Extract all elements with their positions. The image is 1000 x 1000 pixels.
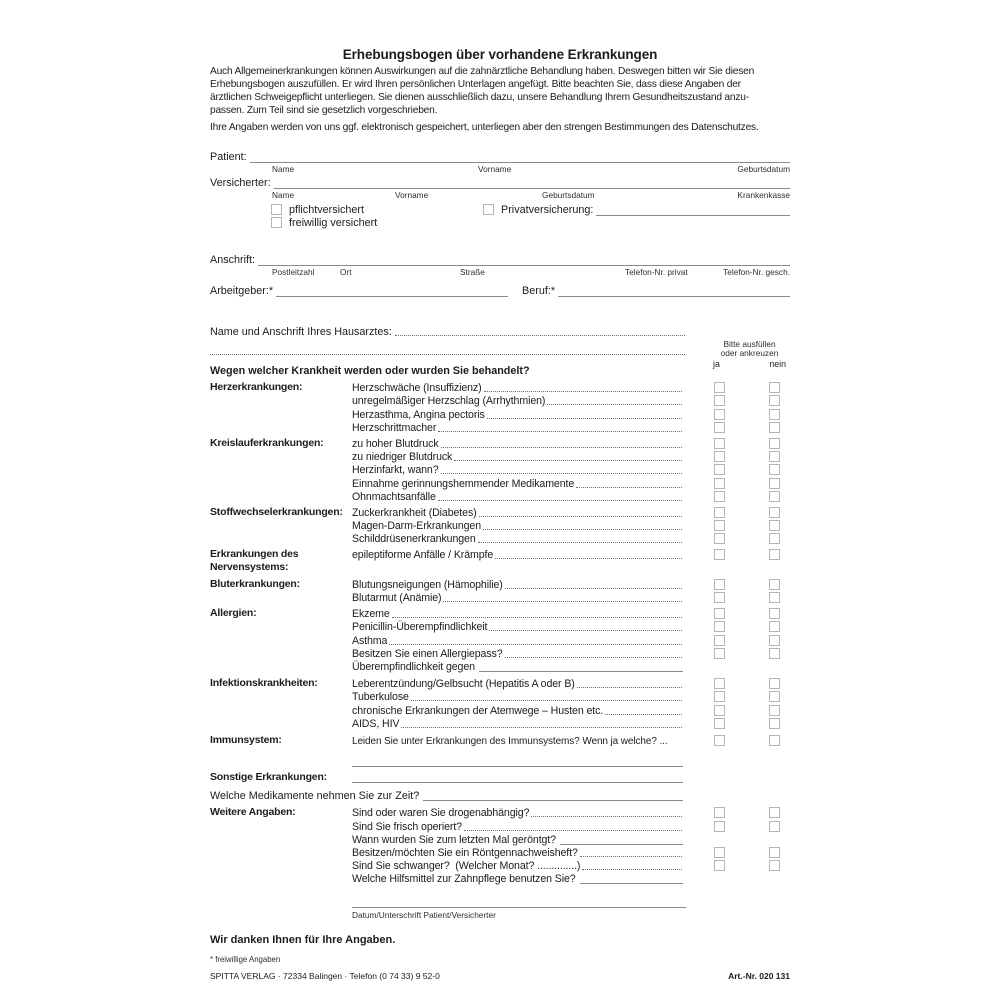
medication-question-label: Welche Medikamente nehmen Sie zur Zeit?	[210, 790, 420, 803]
question-cell	[352, 491, 683, 503]
question-cell	[352, 409, 683, 421]
question-text: Penicillin-Überempfindlichkeit	[352, 621, 488, 634]
checkbox-nein[interactable]	[769, 678, 780, 689]
sublabel-ort: Ort	[340, 267, 352, 277]
question-cell	[352, 821, 683, 833]
question-row	[352, 734, 790, 747]
footer-row	[210, 971, 790, 981]
form-section	[210, 381, 790, 434]
question-text: Sind Sie schwanger? (Welcher Monat? ..............)	[352, 860, 581, 873]
question-row	[352, 548, 790, 561]
dotted-leader	[483, 529, 682, 530]
ja-column-label: ja	[713, 359, 720, 369]
form-section	[210, 506, 790, 546]
question-row	[352, 690, 790, 703]
section-items	[352, 734, 790, 768]
question-cell	[352, 756, 683, 768]
question-text: Sind oder waren Sie drogenabhängig?	[352, 807, 530, 820]
checkbox-nein[interactable]	[769, 807, 780, 818]
intro-line: ärztlichen Schweigepflicht unterliegen. Sie dienen ausschließlich dazu, unsere Behandlung Ihrem Gesundheitszustand anzu-	[210, 92, 749, 103]
question-text: Asthma	[352, 634, 388, 647]
question-text: zu hoher Blutdruck	[352, 437, 439, 450]
question-cell	[352, 705, 683, 717]
question-text: Besitzen/möchten Sie ein Röntgennachweisheft?	[352, 847, 578, 860]
question-row	[352, 771, 790, 784]
checkbox-ja[interactable]	[714, 520, 725, 531]
form-page	[210, 0, 790, 981]
question-cell	[352, 520, 683, 532]
question-text: Tuberkulose	[352, 691, 409, 704]
checkbox-nein[interactable]	[769, 705, 780, 716]
checkbox-ja[interactable]	[714, 735, 725, 746]
signature-block	[352, 897, 686, 920]
question-text: Leiden Sie unter Erkrankungen des Immunsystems? Wenn ja welche? ...	[352, 735, 668, 747]
question-cell	[352, 772, 683, 784]
privatversicherung-label: Privatversicherung:	[501, 203, 594, 216]
dotted-leader	[478, 542, 682, 543]
checkbox-ja[interactable]	[714, 579, 725, 590]
checkbox-nein[interactable]	[769, 533, 780, 544]
checkbox-ja[interactable]	[714, 507, 725, 518]
question-text: Zuckerkrankheit (Diabetes)	[352, 506, 477, 519]
question-cell	[352, 382, 683, 394]
checkbox-ja[interactable]	[714, 451, 725, 462]
publisher-text: SPITTA VERLAG · 72334 Balingen · Telefon (0 74 33) 9 52-0	[210, 971, 440, 982]
question-row	[352, 872, 790, 885]
hausarzt-row-2	[210, 343, 685, 356]
checkbox-nein[interactable]	[769, 621, 780, 632]
insured-label: Versicherter:	[210, 177, 271, 189]
category-label: Erkrankungen des Nervensystems:	[210, 548, 299, 574]
category-label: Bluterkrankungen:	[210, 577, 300, 590]
dotted-leader	[547, 404, 682, 405]
question-cell	[352, 736, 683, 747]
checkbox-nein[interactable]	[769, 478, 780, 489]
sublabel-krankenkasse: Krankenkasse	[737, 190, 790, 200]
question-row	[352, 833, 790, 846]
category-label: Allergien:	[210, 607, 257, 620]
question-text: Herzschwäche (Insuffizienz)	[352, 382, 482, 395]
question-text: Ekzeme	[352, 608, 390, 621]
more-info-grid	[210, 806, 790, 885]
question-row	[352, 463, 790, 476]
dotted-leader[interactable]	[395, 335, 685, 336]
question-text: Herzschrittmacher	[352, 421, 437, 434]
dotted-leader	[580, 856, 682, 857]
dotted-leader[interactable]	[210, 343, 685, 355]
sublabel-geburtsdatum: Geburtsdatum	[542, 190, 595, 200]
footnote-text: * freiwillige Angaben	[210, 955, 281, 965]
question-text: Welche Hilfsmittel zur Zahnpflege benutzen Sie?	[352, 873, 576, 886]
form-section	[210, 734, 790, 768]
category-label: Weitere Angaben:	[210, 806, 296, 819]
question-text: Wann wurden Sie zum letzten Mal geröntgt?	[352, 833, 556, 846]
form-section	[210, 607, 790, 673]
address-write-in-line[interactable]	[258, 252, 790, 266]
intro-line: Erhebungsbogen auszufüllen. Er wird Ihren persönlichen Unterlagen angefügt. Bitte beachten Sie, dass diese Angaben der	[210, 79, 741, 90]
pflichtversichert-label: pflichtversichert	[289, 203, 365, 216]
question-row	[352, 660, 790, 673]
checkbox-ja[interactable]	[714, 691, 725, 702]
checkbox-nein[interactable]	[769, 635, 780, 646]
medication-write-in-line[interactable]	[423, 789, 683, 801]
address-row	[210, 253, 790, 266]
write-in-line[interactable]	[352, 756, 683, 767]
section-items	[352, 771, 790, 784]
medication-row	[210, 788, 683, 802]
sublabel-postleitzahl: Postleitzahl	[272, 267, 315, 277]
question-cell	[352, 451, 683, 463]
profession-label: Beruf:*	[522, 285, 556, 297]
category-label: Infektionskrankheiten:	[210, 676, 318, 689]
question-row	[352, 578, 790, 591]
question-cell	[352, 678, 683, 690]
form-section	[210, 437, 790, 503]
question-text: Besitzen Sie einen Allergiepass?	[352, 647, 503, 660]
category-label: Immunsystem:	[210, 733, 282, 746]
question-row	[352, 607, 790, 620]
sublabel-vorname: Vorname	[395, 190, 429, 200]
profession-write-in-line[interactable]	[558, 283, 790, 297]
write-in-line[interactable]	[352, 772, 683, 783]
dotted-leader	[505, 588, 682, 589]
question-text: zu niedriger Blutdruck	[352, 451, 453, 464]
checkbox-nein[interactable]	[769, 422, 780, 433]
privatversicherung-checkbox[interactable]	[483, 204, 494, 215]
checkbox-ja[interactable]	[714, 491, 725, 502]
checkbox-nein[interactable]	[769, 691, 780, 702]
hausarzt-label: Name und Anschrift Ihres Hausarztes:	[210, 326, 392, 338]
question-cell	[352, 533, 683, 545]
checkbox-ja[interactable]	[714, 478, 725, 489]
question-row	[352, 755, 790, 768]
signature-line[interactable]	[352, 897, 686, 908]
question-text: Blutarmut (Anämie)	[352, 592, 442, 605]
insured-write-in-line[interactable]	[274, 175, 790, 189]
question-cell	[352, 478, 683, 490]
checkbox-nein[interactable]	[769, 847, 780, 858]
question-cell	[352, 422, 683, 434]
question-text: Einnahme gerinnungshemmender Medikamente	[352, 477, 575, 490]
question-row	[352, 450, 790, 463]
checkbox-nein[interactable]	[769, 409, 780, 420]
form-section	[210, 578, 790, 604]
question-row	[352, 819, 790, 832]
checkbox-ja[interactable]	[714, 807, 725, 818]
checkbox-ja[interactable]	[714, 678, 725, 689]
option-privatversicherung	[483, 203, 790, 216]
answer-key	[713, 340, 786, 369]
question-row	[352, 591, 790, 604]
question-text: chronische Erkrankungen der Atemwege – Husten etc.	[352, 704, 604, 717]
hausarzt-row	[210, 325, 685, 338]
question-cell	[352, 635, 683, 647]
answer-key-line2: oder ankreuzen	[720, 348, 779, 358]
checkbox-nein[interactable]	[769, 821, 780, 832]
intro-paragraph	[210, 65, 790, 117]
privacy-note: Ihre Angaben werden von uns ggf. elektronisch gespeichert, unterliegen aber den strengen Bestimmungen des Datenschutzes.	[210, 122, 759, 133]
question-text: Blutungsneigungen (Hämophilie)	[352, 578, 503, 591]
checkbox-nein[interactable]	[769, 718, 780, 729]
question-row	[352, 394, 790, 407]
dotted-leader	[489, 630, 682, 631]
nein-column-label: nein	[769, 359, 786, 369]
dotted-leader	[441, 473, 682, 474]
checkbox-ja[interactable]	[714, 635, 725, 646]
dotted-leader	[401, 727, 682, 728]
checkbox-ja[interactable]	[714, 648, 725, 659]
sublabel-name: Name	[272, 164, 295, 174]
dotted-leader	[605, 714, 682, 715]
checkbox-ja[interactable]	[714, 705, 725, 716]
category-label: Kreislauferkrankungen:	[210, 436, 324, 449]
question-row	[352, 846, 790, 859]
form-section	[210, 771, 790, 784]
write-in-line[interactable]	[580, 873, 683, 884]
section-items	[352, 381, 790, 434]
option-freiwillig-versichert	[271, 216, 790, 229]
freiwillig-versichert-checkbox[interactable]	[271, 217, 282, 228]
checkbox-ja[interactable]	[714, 464, 725, 475]
checkbox-nein[interactable]	[769, 438, 780, 449]
question-row	[352, 476, 790, 489]
checkbox-nein[interactable]	[769, 860, 780, 871]
question-row	[352, 806, 790, 819]
question-cell	[352, 847, 683, 859]
question-row	[352, 490, 790, 503]
dotted-leader	[464, 830, 682, 831]
question-cell	[352, 718, 683, 730]
answer-key-line1: Bitte ausfüllen	[723, 339, 776, 349]
question-row	[352, 703, 790, 716]
question-text: Magen-Darm-Erkrankungen	[352, 520, 481, 533]
question-row	[352, 620, 790, 633]
checkbox-ja[interactable]	[714, 821, 725, 832]
checkbox-ja[interactable]	[714, 718, 725, 729]
checkbox-nein[interactable]	[769, 491, 780, 502]
article-number: Art.-Nr. 020 131	[728, 971, 790, 982]
question-text: Sind Sie frisch operiert?	[352, 820, 462, 833]
category-label: Herzerkrankungen:	[210, 381, 303, 393]
insurance-options	[210, 203, 790, 229]
address-label: Anschrift:	[210, 254, 256, 266]
dotted-leader	[438, 500, 682, 501]
checkbox-nein[interactable]	[769, 395, 780, 406]
intro-line: Auch Allgemeinerkrankungen können Auswirkungen auf die zahnärztliche Behandlung haben. Deswegen bitten wir Sie diesen	[210, 66, 755, 77]
question-cell	[352, 691, 683, 703]
checkbox-ja[interactable]	[714, 621, 725, 632]
question-text: Überempfindlichkeit gegen	[352, 660, 475, 673]
form-section	[210, 806, 790, 885]
category-label: Sonstige Erkrankungen:	[210, 771, 327, 784]
sublabel-telefon-gesch: Telefon-Nr. gesch.	[723, 267, 790, 277]
dotted-leader	[531, 816, 682, 817]
sublabel-vorname: Vorname	[478, 164, 512, 174]
question-cell	[352, 873, 683, 885]
disease-grid	[210, 381, 790, 784]
checkbox-nein[interactable]	[769, 464, 780, 475]
dotted-leader	[582, 869, 682, 870]
dotted-leader	[443, 601, 682, 602]
checkbox-nein[interactable]	[769, 382, 780, 393]
checkbox-nein[interactable]	[769, 608, 780, 619]
address-sublabels	[210, 266, 790, 276]
freiwillig-versichert-label: freiwillig versichert	[289, 216, 378, 229]
question-cell	[352, 621, 683, 633]
pflichtversichert-checkbox[interactable]	[271, 204, 282, 215]
form-title: Erhebungsbogen über vorhandene Erkrankungen	[342, 47, 658, 62]
checkbox-nein[interactable]	[769, 507, 780, 518]
question-cell	[352, 464, 683, 476]
dotted-leader	[389, 644, 682, 645]
dotted-leader	[576, 487, 682, 488]
hausarzt-block	[210, 325, 790, 377]
question-cell	[352, 834, 683, 846]
insured-sublabels	[210, 189, 790, 199]
section-items	[352, 578, 790, 604]
question-text: AIDS, HIV	[352, 717, 400, 730]
dotted-leader	[577, 687, 682, 688]
thanks-text: Wir danken Ihnen für Ihre Angaben.	[210, 934, 396, 947]
checkbox-nein[interactable]	[769, 520, 780, 531]
signature-label: Datum/Unterschrift Patient/Versicherter	[352, 910, 496, 921]
question-cell	[352, 507, 683, 519]
question-row	[352, 633, 790, 646]
checkbox-nein[interactable]	[769, 451, 780, 462]
employer-label: Arbeitgeber:*	[210, 285, 274, 297]
question-cell	[352, 608, 683, 620]
question-cell	[352, 648, 683, 660]
question-cell	[352, 592, 683, 604]
question-cell	[352, 438, 683, 450]
question-row	[352, 437, 790, 450]
question-cell	[352, 395, 683, 407]
question-text: Leberentzündung/Gelbsucht (Hepatitis A oder B)	[352, 678, 575, 691]
checkbox-ja[interactable]	[714, 395, 725, 406]
patient-label: Patient:	[210, 151, 247, 163]
sublabel-name: Name	[272, 190, 295, 200]
checkbox-ja[interactable]	[714, 533, 725, 544]
dotted-leader	[487, 418, 682, 419]
dotted-leader	[495, 558, 682, 559]
section-items	[352, 806, 790, 885]
question-text: unregelmäßiger Herzschlag (Arrhythmien)	[352, 395, 546, 408]
question-row	[352, 532, 790, 545]
insured-row	[210, 176, 790, 189]
checkbox-ja[interactable]	[714, 847, 725, 858]
question-cell	[352, 549, 683, 561]
patient-write-in-line[interactable]	[250, 149, 790, 163]
question-cell	[352, 860, 683, 872]
checkbox-ja[interactable]	[714, 608, 725, 619]
question-row	[352, 647, 790, 660]
sublabel-geburtsdatum: Geburtsdatum	[737, 164, 790, 174]
question-cell	[352, 807, 683, 819]
dotted-leader	[484, 391, 682, 392]
checkbox-nein[interactable]	[769, 735, 780, 746]
question-cell	[352, 661, 683, 673]
section-items	[352, 548, 790, 574]
dotted-leader	[438, 431, 682, 432]
dotted-leader	[454, 460, 682, 461]
patient-sublabels	[210, 163, 790, 173]
privatversicherung-write-in-line[interactable]	[596, 204, 790, 216]
section-items	[352, 677, 790, 730]
sublabel-telefon-privat: Telefon-Nr. privat	[625, 267, 688, 277]
write-in-line[interactable]	[479, 661, 683, 672]
checkbox-ja[interactable]	[714, 409, 725, 420]
question-row	[352, 717, 790, 730]
section-items	[352, 437, 790, 503]
intro-line: passen. Zum Teil sind sie gesetzlich vorgeschrieben.	[210, 105, 438, 116]
question-row	[352, 407, 790, 420]
dotted-leader	[505, 657, 682, 658]
patient-row	[210, 150, 790, 163]
question-row	[352, 677, 790, 690]
question-text: Ohnmachtsanfälle	[352, 490, 436, 503]
employer-write-in-line[interactable]	[276, 283, 508, 297]
checkbox-ja[interactable]	[714, 592, 725, 603]
employer-row	[210, 284, 790, 297]
dotted-leader	[411, 700, 682, 701]
form-section	[210, 677, 790, 730]
question-row	[352, 381, 790, 394]
dotted-leader	[441, 447, 682, 448]
form-section	[210, 548, 790, 574]
checkbox-nein[interactable]	[769, 592, 780, 603]
question-header: Wegen welcher Krankheit werden oder wurden Sie behandelt?	[210, 365, 530, 377]
checkbox-nein[interactable]	[769, 648, 780, 659]
question-row	[352, 519, 790, 532]
sublabel-strasse: Straße	[460, 267, 485, 277]
category-label: Stoffwechselerkrankungen:	[210, 505, 343, 518]
write-in-line[interactable]	[560, 834, 683, 845]
checkbox-nein[interactable]	[769, 549, 780, 560]
checkbox-ja[interactable]	[714, 860, 725, 871]
question-text: Schilddrüsenerkrankungen	[352, 533, 476, 546]
question-text: epileptiforme Anfälle / Krämpfe	[352, 549, 494, 562]
dotted-leader	[479, 516, 682, 517]
checkbox-ja[interactable]	[714, 382, 725, 393]
question-text: Herzinfarkt, wann?	[352, 464, 439, 477]
question-row	[352, 506, 790, 519]
question-text: Herzasthma, Angina pectoris	[352, 408, 485, 421]
checkbox-nein[interactable]	[769, 579, 780, 590]
checkbox-ja[interactable]	[714, 422, 725, 433]
question-row	[352, 421, 790, 434]
checkbox-ja[interactable]	[714, 438, 725, 449]
section-items	[352, 607, 790, 673]
section-items	[352, 506, 790, 546]
question-cell	[352, 579, 683, 591]
checkbox-ja[interactable]	[714, 549, 725, 560]
question-row	[352, 859, 790, 872]
dotted-leader	[392, 617, 682, 618]
